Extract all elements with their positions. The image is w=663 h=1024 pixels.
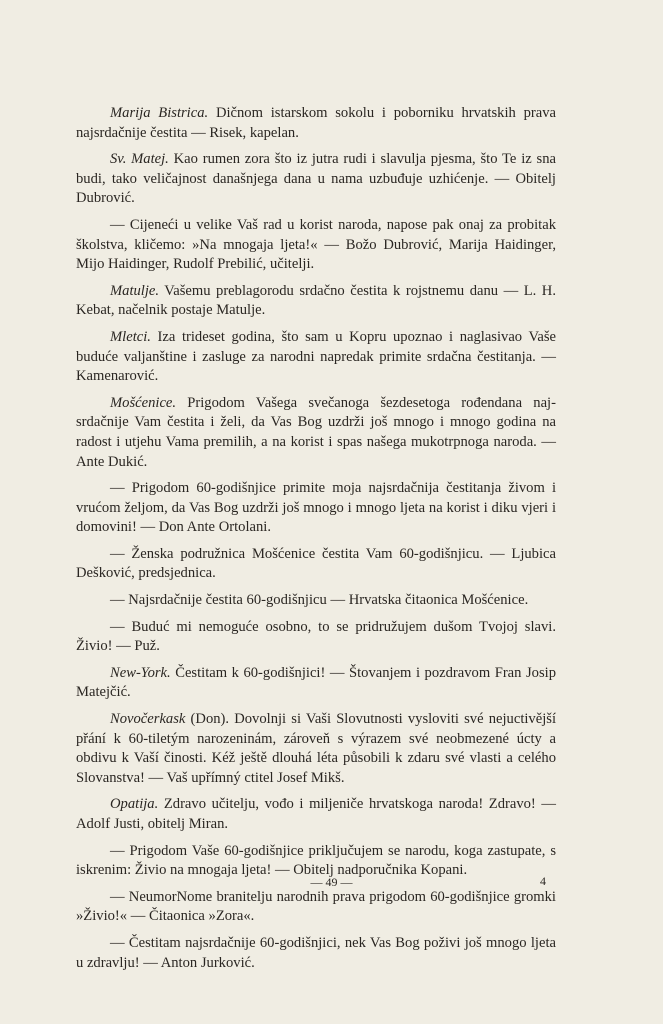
signature-mark: 4 bbox=[540, 874, 546, 888]
entry-text: Dičnom istarskom sokolu i poborniku hrvatskih prava najsrdačnije čestita — Risek, kapelan. bbox=[76, 105, 556, 141]
entry-sv-matej bbox=[76, 150, 556, 209]
entry-text: Prigodom Vašega svečanoga šezdesetoga rođendana najsrdačnije Vam čestita i želi, da Vas Bog uzdrži još mnogo i mnogo godina na radost i utjehu Vama premilih, a na korist i spas našega mukotrpnoga naroda. — Ante Dukić. bbox=[76, 394, 556, 470]
entry-novocerkask bbox=[76, 710, 556, 788]
entry-text: — Najsrdačnije čestita 60-godišnjicu — Hrvatska čitaonica Mošćenice. bbox=[110, 592, 529, 609]
entry-text: Čestitam k 60-godišnjici! — Štovanjem i pozdravom Fran Josip Matejčić. bbox=[76, 664, 556, 701]
entry-citaonica-zora bbox=[76, 888, 556, 927]
place-name: Novočerkask bbox=[110, 711, 186, 728]
entry-text: Vašemu preblagorodu srdačno čestita k rojstnemu danu — L. H. Kebat, načelnik postaje Matulje. bbox=[76, 282, 556, 319]
entry-marija-bistrica bbox=[76, 104, 556, 143]
place-name: Mletci. bbox=[110, 328, 151, 345]
entry-opatija bbox=[76, 795, 556, 834]
entry-hrvatska-citaonica bbox=[76, 591, 556, 611]
entry-text: — Čestitam najsrdačnije 60-godišnjici, nek Vas Bog poživi još mnogo ljeta u zdravlju! — Anton Jurković. bbox=[76, 934, 556, 971]
entry-text: Kao rumen zora što iz jutra rudi i slavulja pjesma, što Te iz sna budi, tako veličajnost današnjega dana u nama uzbuđuje uzhićenje. — Obitelj Dubrović. bbox=[76, 151, 556, 207]
entry-text: — Prigodom 60-godišnjice primite moja najsrdačnija čestitanja živom i vrućom željom, da Vas Bog uzdrži još mnogo i mnogo ljeta na korist i diku vjeri i domovini! — Don Ante Ortolani. bbox=[76, 480, 556, 536]
entry-zenska-podruznica bbox=[76, 545, 556, 584]
entry-text: — Buduć mi nemoguće osobno, to se pridružujem dušom Tvojoj slavi. Živio! — Puž. bbox=[76, 618, 556, 655]
place-name: Sv. Matej. bbox=[110, 151, 169, 168]
place-name: Marija Bistrica. bbox=[110, 105, 209, 121]
entry-matulje bbox=[76, 282, 556, 321]
entry-text: Zdravo učitelju, vođo i miljeniče hrvatskoga naroda! Zdravo! — Adolf Justi, obitelj Miran. bbox=[76, 796, 556, 832]
entry-dubrovic-teachers bbox=[76, 216, 556, 275]
entry-text: — Prigodom Vaše 60-godišnjice priključujem se narodu, koga zastupate, s iskrenim: Živio na mnogaja ljeta! — Obitelj nadporučnika Kopani. bbox=[76, 842, 556, 879]
text-body bbox=[76, 104, 556, 980]
place-name: Matulje. bbox=[110, 282, 160, 299]
entry-text: Iza trideset godina, što sam u Kopru upoznao i naglasivao Vaše buduće valjanštine i zasluge za narodni napredak primite srdačna čestitanja. — Kamenarović. bbox=[76, 328, 556, 385]
entry-text: — Ženska podružnica Mošćenice čestita Vam 60-godišnjicu. — Ljubica Dešković, predsjednica. bbox=[76, 545, 556, 582]
entry-ortolani bbox=[76, 479, 556, 538]
entry-jurkovic bbox=[76, 934, 556, 973]
entry-puz bbox=[76, 618, 556, 657]
entry-text: — Cijeneći u velike Vaš rad u korist naroda, napose pak onaj za probitak školstva, kličemo: »Na mnogaja ljeta!« — Božo Dubrović, Marija Haidinger, Mijo Haidinger, Rudolf Prebilić, učitelji. bbox=[76, 216, 556, 273]
place-name: Opatija. bbox=[110, 796, 159, 813]
page-number: — 49 — bbox=[310, 875, 353, 889]
entry-mletci bbox=[76, 328, 556, 387]
entry-moscenice bbox=[76, 394, 556, 472]
entry-text: (Don). Dovolnji si Vaši Slovutnosti vysloviti své nejuctivější přání k 60-tiletým narozeninám, zároveň s výrazem své neobmezené úcty a obdivu k Vaší činosti. Kéž ještě dlouhá léta působili k zdaru své vlasti a celého Slovanstva! — Vaš upřímný ctitel Josef Mikš. bbox=[76, 711, 556, 786]
place-name: Mošćenice. bbox=[110, 394, 177, 411]
place-name: New-York. bbox=[110, 664, 171, 681]
entry-new-york bbox=[76, 664, 556, 703]
entry-text: — NeumorNome branitelju narodnih prava prigodom 60-godišnjice gromki »Živio!« — Čitaonica »Zora«. bbox=[76, 888, 556, 925]
